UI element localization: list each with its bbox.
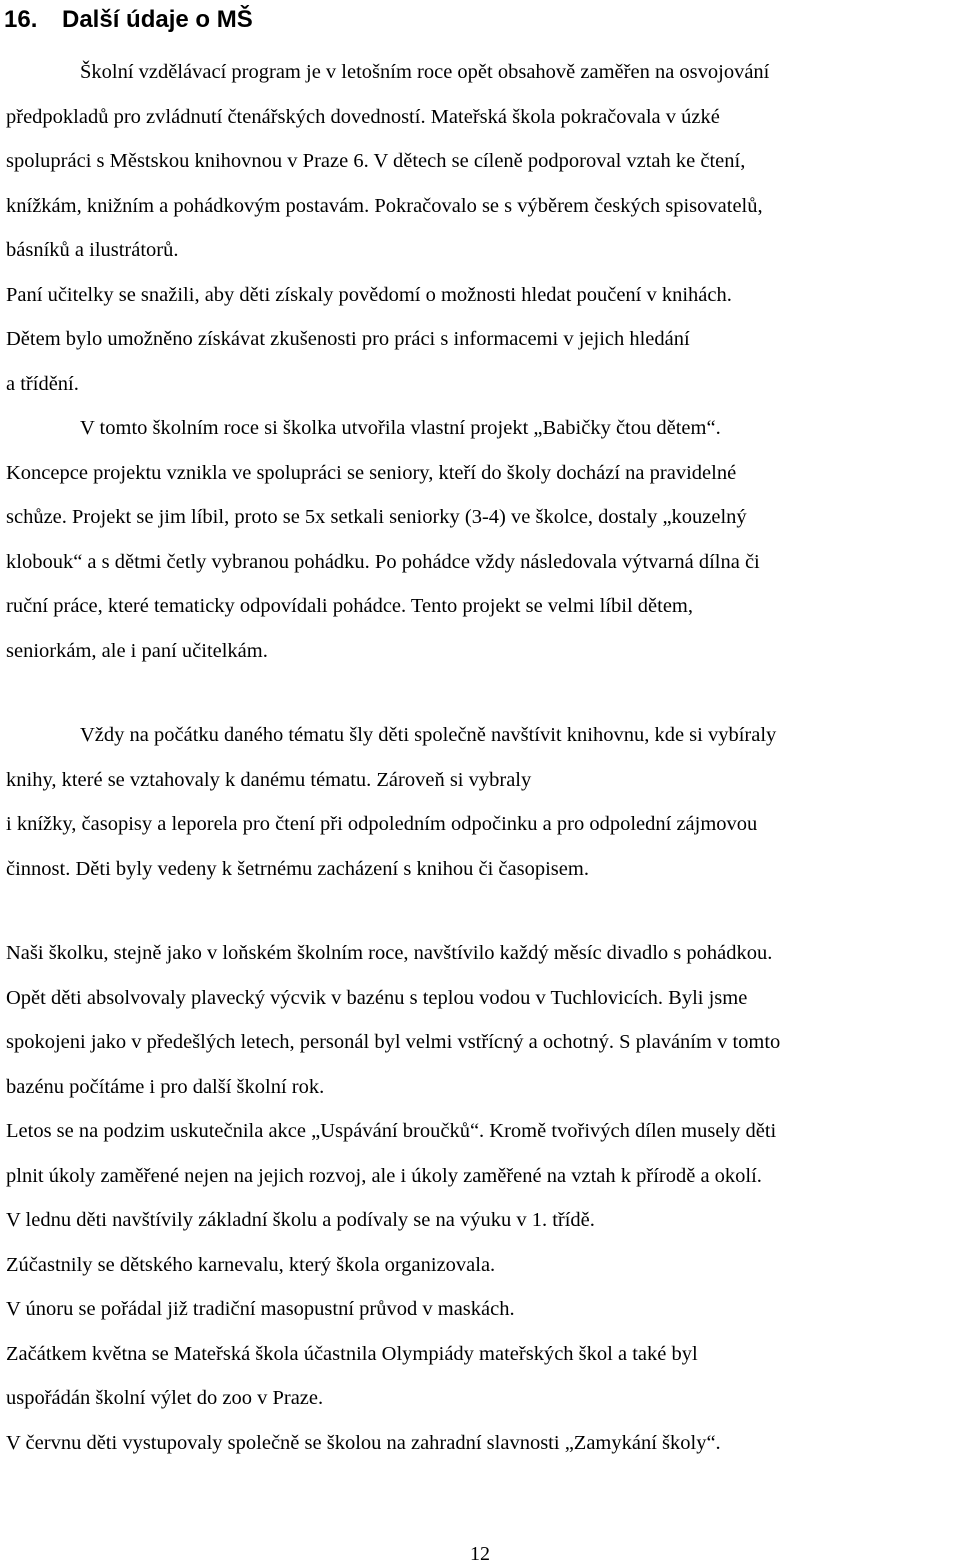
text-line: činnost. Děti byly vedeny k šetrnému zacházení s knihou či časopisem. [6, 857, 589, 880]
text-line: V únoru se pořádal již tradiční masopustní průvod v maskách. [6, 1298, 515, 1320]
text-line: V lednu děti navštívily základní školu a podívaly se na výuku v 1. třídě. [6, 1209, 595, 1231]
text-line: V tomto školním roce si školka utvořila vlastní projekt „Babičky čtou dětem“. [80, 417, 721, 439]
text-line: i knížky, časopisy a leporela pro čtení při odpoledním odpočinku a pro odpolední zájmovou [6, 813, 758, 835]
text-line: a třídění. [6, 372, 79, 395]
section-title: Další údaje o MŠ [62, 6, 253, 33]
text-line: V červnu děti vystupovaly společně se školou na zahradní slavnosti „Zamykání školy“. [6, 1431, 721, 1454]
text-line: Naši školku, stejně jako v loňském školním roce, navštívilo každý měsíc divadlo s pohádkou. [6, 942, 773, 964]
paragraph-gap [6, 891, 956, 931]
text-line: ruční práce, které tematicky odpovídali pohádce. Tento projekt se velmi líbil dětem, [6, 595, 693, 617]
text-line: Zúčastnily se dětského karnevalu, který škola organizovala. [6, 1253, 496, 1276]
paragraph [6, 713, 956, 891]
document-body [6, 50, 956, 1465]
text-line: schůze. Projekt se jim líbil, proto se 5x setkali seniorky (3-4) ve školce, dostaly „kouzelný [6, 506, 747, 528]
text-line: uspořádán školní výlet do zoo v Praze. [6, 1387, 324, 1409]
text-line: Školní vzdělávací program je v letošním roce opět obsahově zaměřen na osvojování [80, 61, 770, 83]
text-line: knížkám, knižním a pohádkovým postavám. Pokračovalo se s výběrem českých spisovatelů, [6, 194, 763, 217]
section-heading [4, 2, 253, 38]
paragraph [6, 50, 956, 673]
text-line: knihy, které se vztahovaly k danému tématu. Zároveň si vybraly [6, 768, 532, 791]
text-line: Koncepce projektu vznikla ve spolupráci se seniory, kteří do školy dochází na pravidelné [6, 461, 737, 484]
text-line: básníků a ilustrátorů. [6, 239, 179, 261]
paragraph-gap [6, 673, 956, 713]
text-line: Vždy na počátku daného tématu šly děti společně navštívit knihovnu, kde si vybíraly [80, 724, 777, 746]
text-line: bazénu počítáme i pro další školní rok. [6, 1075, 325, 1098]
text-line: Dětem bylo umožněno získávat zkušenosti pro práci s informacemi v jejich hledání [6, 328, 690, 350]
text-line: Začátkem května se Mateřská škola účastnila Olympiády mateřských škol a také byl [6, 1342, 698, 1365]
text-line: plnit úkoly zaměřené nejen na jejich rozvoj, ale i úkoly zaměřené na vztah k přírodě a okolí. [6, 1164, 762, 1187]
text-line: klobouk“ a s dětmi četly vybranou pohádku. Po pohádce vždy následovala výtvarná dílna či [6, 550, 760, 573]
section-number: 16. [4, 6, 38, 33]
text-line: spokojeni jako v předešlých letech, personál byl velmi vstřícný a ochotný. S plaváním v tomto [6, 1031, 781, 1053]
text-line: seniorkám, ale i paní učitelkám. [6, 639, 268, 662]
text-line: Letos se na podzim uskutečnila akce „Uspávání broučků“. Kromě tvořivých dílen musely děti [6, 1120, 777, 1142]
text-line: spolupráci s Městskou knihovnou v Praze 6. V dětech se cíleně podporoval vztah ke čtení, [6, 150, 746, 172]
text-line: Paní učitelky se snažili, aby děti získaly povědomí o možnosti hledat poučení v knihách. [6, 283, 732, 306]
text-line: Opět děti absolvovaly plavecký výcvik v bazénu s teplou vodou v Tuchlovicích. Byli jsme [6, 986, 748, 1009]
page-number: 12 [470, 1543, 490, 1565]
paragraph [6, 931, 956, 1465]
text-line: předpokladů pro zvládnutí čtenářských dovedností. Mateřská škola pokračovala v úzké [6, 105, 720, 128]
